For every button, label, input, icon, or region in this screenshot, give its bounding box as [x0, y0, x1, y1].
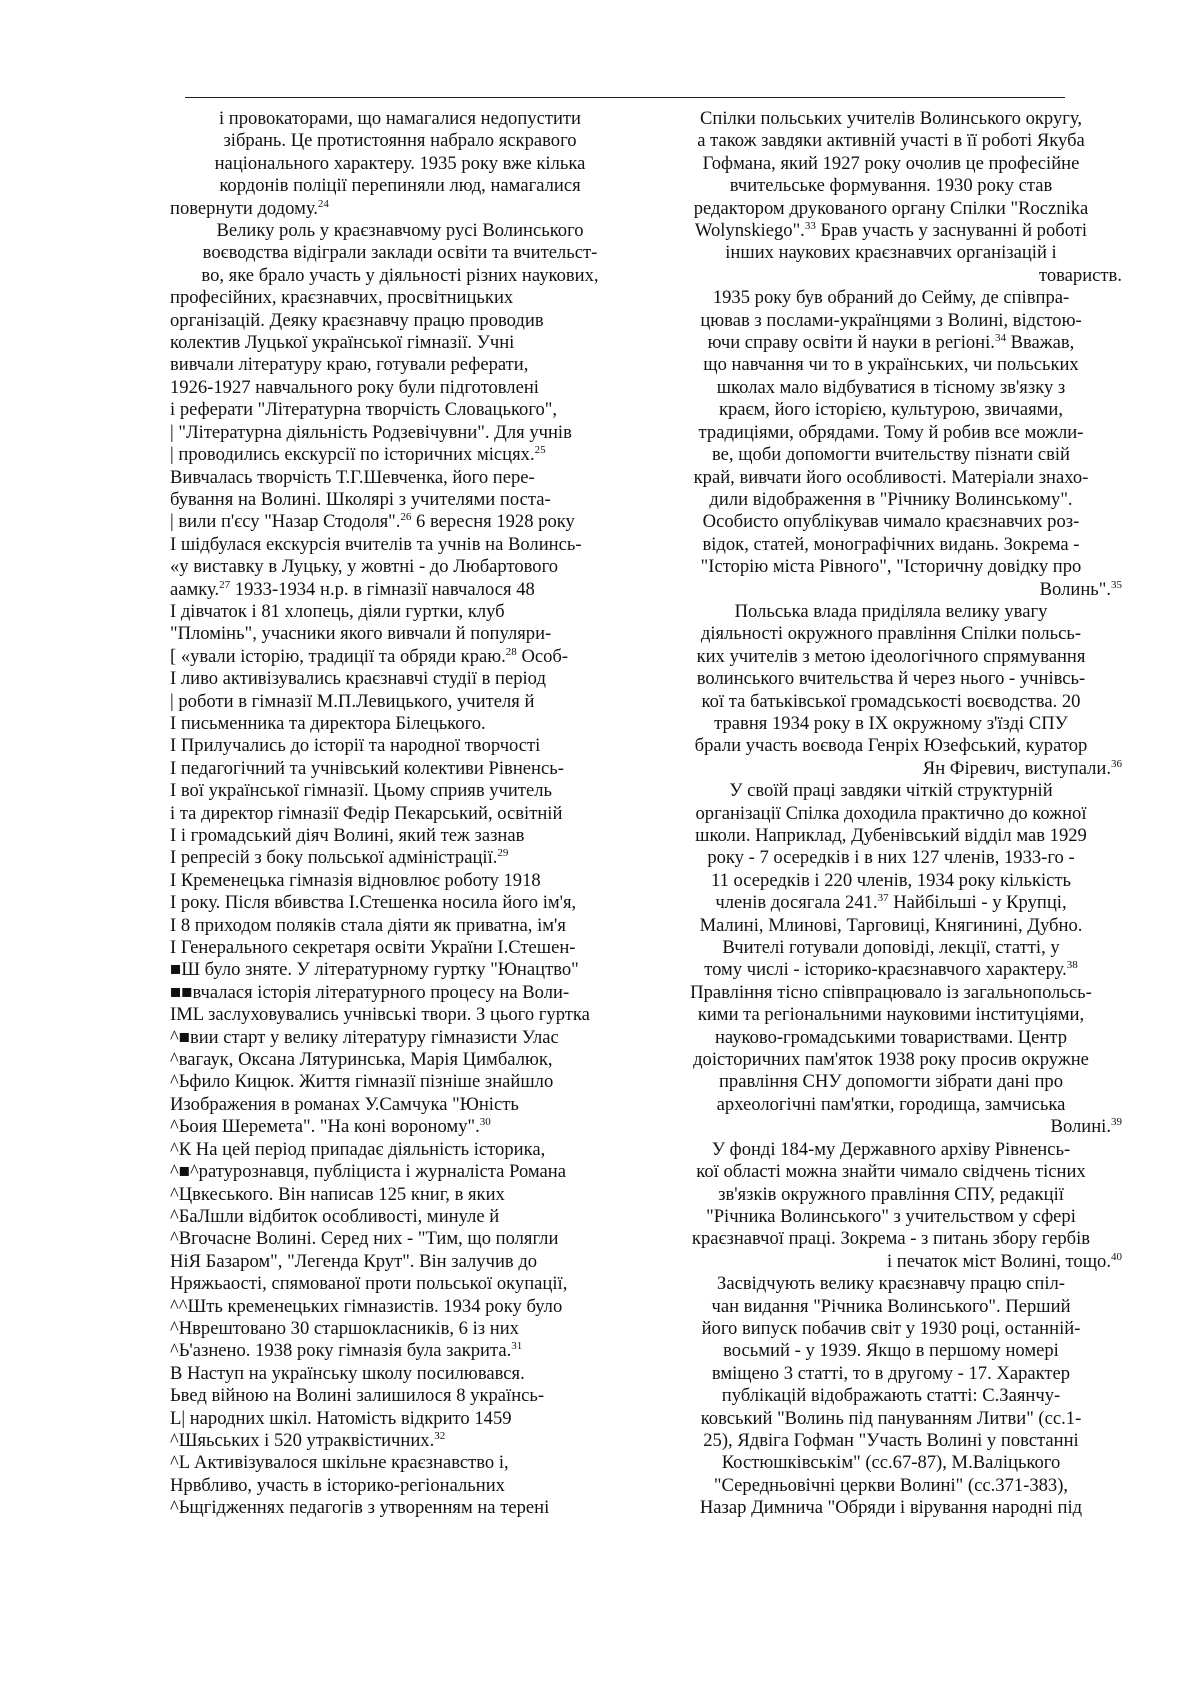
text-line	[170, 1475, 630, 1497]
text-line	[660, 847, 1122, 869]
line-text: Волині.	[1050, 1116, 1111, 1138]
line-text: Гофмана, який 1927 року очолив це професійне	[702, 152, 1080, 174]
line-text: I і громадський діяч Волині, який теж зазнав	[170, 825, 525, 846]
line-text: | роботи в гімназії М.П.Левицького, учителя й	[170, 690, 535, 712]
text-line	[660, 534, 1122, 556]
text-line	[660, 556, 1122, 578]
line-text: брали участь воєвода Генріх Юзефський, куратор	[694, 735, 1088, 757]
line-text: «у виставку в Луцьку, у жовтні - до Любартового	[170, 556, 559, 578]
text-line	[660, 1049, 1122, 1071]
text-line	[660, 982, 1122, 1004]
text-line	[170, 377, 630, 399]
line-text: I ливо активізувались краєзнавчі студії в період	[170, 668, 546, 690]
text-line	[660, 1385, 1122, 1407]
line-text: 1935 року був обраний до Сейму, де співпра-	[712, 287, 1070, 309]
text-line	[170, 220, 630, 242]
line-text: Волинь".	[1039, 578, 1111, 600]
line-text: вміщено 3 статті, то в другому - 17. Характер	[711, 1362, 1071, 1384]
footnote-ref: 25	[534, 444, 546, 457]
text-line	[170, 982, 630, 1004]
line-text: ^Цвкеського. Він написав 125 книг, в яких	[170, 1183, 505, 1205]
line-text: і та директор гімназії Федір Пекарський, освітній	[170, 802, 563, 824]
line-text-tail: Вважав,	[1005, 332, 1075, 354]
text-line	[660, 1452, 1122, 1474]
line-text: У своїй праці завдяки чіткій структурній	[729, 780, 1053, 802]
line-text: ^Нврештовано 30 старшокласників, 6 із них	[170, 1317, 519, 1339]
line-text: відок, статей, монографічних видань. Зокрема -	[702, 533, 1080, 555]
text-line	[660, 1184, 1122, 1206]
line-text: членів досягала 241.	[715, 892, 878, 914]
line-text: школи. Наприклад, Дубенівський відділ мав 1929	[695, 825, 1087, 846]
line-text: Костюшківськім" (сс.67-87), М.Валіцького	[721, 1452, 1061, 1474]
line-text: ковський "Волинь під пануванням Литви" (сс.1-	[700, 1407, 1082, 1429]
line-text: ^Вгочасне Волині. Серед них - "Тим, що полягли	[170, 1228, 559, 1250]
line-text: його випуск побачив світ у 1930 році, останній-	[701, 1317, 1081, 1339]
line-text: Изображения в романах У.Самчука "Юність	[170, 1093, 519, 1115]
line-text: повернути додому.	[170, 197, 318, 219]
line-text: Нрвбливо, участь в історико-регіональних	[170, 1474, 505, 1496]
line-text: редактором друкованого органу Спілки "Rocznika	[693, 197, 1089, 219]
text-line	[660, 399, 1122, 421]
line-text: [ «ували історію, традиції та обряди краю.	[170, 645, 506, 667]
line-text: ^К На цей період припадає діяльність історика,	[170, 1138, 546, 1160]
line-text: вчительське формування. 1930 року став	[729, 175, 1053, 197]
text-line	[170, 1228, 630, 1250]
text-line	[660, 892, 1122, 914]
line-text: ких учителів з метою ідеологічного спрямування	[696, 645, 1086, 667]
text-line	[170, 1206, 630, 1228]
line-text: I письменника та директора Білецького.	[170, 712, 486, 734]
line-text-tail: Особ-	[516, 645, 569, 667]
text-line	[660, 220, 1122, 242]
text-line	[170, 108, 630, 130]
line-text: травня 1934 року в IX окружному з'їзді СПУ	[714, 712, 1068, 734]
footnote-ref: 30	[479, 1116, 491, 1129]
line-text-tail: 6 вересня 1928 року	[411, 511, 575, 533]
text-line	[660, 511, 1122, 533]
line-text: товариств.	[1038, 264, 1122, 286]
line-text: діяльності окружного правління Спілки польсь-	[700, 623, 1082, 645]
line-text: I шідбулася екскурсія вчителів та учнів на Волинсь-	[170, 533, 582, 555]
line-text: а також завдяки активній участі в її роботі Якуба	[697, 130, 1085, 152]
footnote-ref: 40	[1111, 1250, 1122, 1263]
header-rule	[185, 97, 1065, 98]
line-text: кордонів поліції перепиняли люд, намагалися	[219, 175, 581, 197]
text-line	[660, 1071, 1122, 1093]
line-text: краєм, його історією, культурою, звичаями,	[718, 399, 1064, 421]
text-line	[170, 1049, 630, 1071]
text-line	[660, 668, 1122, 690]
line-text: ^Ьоия Шеремета". "На коні вороному".	[170, 1116, 480, 1138]
line-text: ^Ьщгідженнях педагогів з утворенням на терені	[170, 1497, 550, 1519]
line-text: "Середньовічні церкви Волині" (сс.371-383),	[713, 1474, 1069, 1496]
line-text: I Прилучались до історії та народної творчості	[170, 735, 541, 757]
line-text: ^■^ратурознавця, публіциста і журналіста Романа	[170, 1161, 566, 1183]
text-line	[660, 579, 1122, 601]
text-line	[660, 1475, 1122, 1497]
footnote-ref: 32	[434, 1429, 446, 1442]
text-line	[170, 1004, 630, 1026]
footnote-ref: 34	[994, 332, 1006, 345]
text-line	[660, 489, 1122, 511]
text-line	[170, 1452, 630, 1474]
text-line	[170, 354, 630, 376]
text-line	[170, 534, 630, 556]
text-line	[660, 153, 1122, 175]
line-text: ■Ш було зняте. У літературному гуртку "Юнацтво"	[170, 959, 579, 981]
line-text: і печаток міст Волині, тощо.	[886, 1250, 1111, 1272]
text-line	[170, 1184, 630, 1206]
text-line	[170, 1251, 630, 1273]
line-text-tail: Брав участь у заснуванні й роботі	[815, 220, 1088, 242]
footnote-ref: 26	[400, 511, 412, 524]
line-text: I вої української гімназії. Цьому сприяв учитель	[170, 780, 552, 802]
line-text-tail: 1933-1934 н.р. в гімназії навчалося 48	[230, 578, 535, 600]
line-text: Вивчалась творчість Т.Г.Шевченка, його пере-	[170, 466, 535, 488]
line-text: ^Шяьських і 520 утраквістичних.	[170, 1429, 435, 1451]
line-text: ^^Шть кременецьких гімназистів. 1934 року було	[170, 1295, 563, 1317]
text-line	[170, 1430, 630, 1452]
line-text: зібрань. Це протистояння набрало яскравого	[223, 130, 577, 152]
text-line	[660, 467, 1122, 489]
line-text: ючи справу освіти й науки в регіоні.	[707, 332, 995, 354]
line-text-tail: Найбільші - у Крупці,	[888, 892, 1067, 914]
text-line	[660, 1408, 1122, 1430]
footnote-ref: 33	[804, 220, 816, 233]
line-text: воєводства відіграли заклади освіти та вчительст-	[202, 242, 598, 264]
line-text: волинського вчительства й через нього - учнівсь-	[696, 668, 1086, 690]
text-line	[660, 713, 1122, 735]
text-line	[660, 1251, 1122, 1273]
line-text: I 8 приходом поляків стала діяти як приватна, ім'я	[170, 914, 566, 936]
text-line	[660, 1027, 1122, 1049]
text-line	[660, 870, 1122, 892]
text-line	[170, 847, 630, 869]
text-line	[660, 1139, 1122, 1161]
line-text: і провокаторами, що намагалися недопустити	[218, 108, 582, 129]
text-line	[170, 1385, 630, 1407]
text-line	[170, 467, 630, 489]
text-line	[170, 915, 630, 937]
line-text: 11 осередків і 220 членів, 1934 року кількість	[710, 869, 1072, 891]
text-line	[660, 422, 1122, 444]
text-line	[170, 511, 630, 533]
text-line	[170, 399, 630, 421]
text-line	[170, 758, 630, 780]
text-line	[170, 1318, 630, 1340]
line-text: Назар Димнича "Обряди і вірування народні під	[699, 1497, 1083, 1519]
line-text: бування на Волині. Школярі з учителями поста-	[170, 488, 551, 510]
text-line	[170, 1408, 630, 1430]
text-line	[660, 265, 1122, 287]
text-line	[660, 601, 1122, 623]
right-column	[660, 108, 1122, 1520]
text-line	[170, 1296, 630, 1318]
line-text: зв'язків окружного правління СПУ, редакції	[718, 1183, 1064, 1205]
text-line	[660, 108, 1122, 130]
line-text: L| народних шкіл. Натомість відкрито 1459	[170, 1407, 512, 1429]
text-line	[170, 623, 630, 645]
line-text: кими та регіональними науковими інституціями,	[697, 1004, 1085, 1026]
text-line	[170, 959, 630, 981]
line-text: інших наукових краєзнавчих організацій і	[725, 242, 1057, 264]
text-line	[660, 735, 1122, 757]
footnote-ref: 38	[1066, 959, 1078, 972]
text-line	[170, 601, 630, 623]
text-line	[660, 354, 1122, 376]
line-text: публікацій відображають статті: С.Заянчу-	[721, 1385, 1061, 1407]
text-line	[170, 265, 630, 287]
text-line	[170, 1116, 630, 1138]
line-text: Нряжьаості, спямованої проти польської окупації,	[170, 1273, 568, 1295]
line-text: Малині, Млинові, Тарговиці, Княгинині, Дубно.	[699, 914, 1083, 936]
footnote-ref: 27	[219, 578, 231, 591]
text-line	[660, 332, 1122, 354]
line-text: I репресій з боку польської адміністрації.	[170, 847, 498, 869]
footnote-ref: 39	[1111, 1116, 1122, 1129]
text-line	[170, 1094, 630, 1116]
text-line	[660, 1228, 1122, 1250]
text-line	[660, 1363, 1122, 1385]
text-line	[170, 1071, 630, 1093]
text-line	[170, 691, 630, 713]
text-line	[170, 175, 630, 197]
line-text: | вили п'єсу "Назар Стодоля".	[170, 511, 401, 533]
footnote-ref: 24	[317, 197, 329, 210]
line-text: дили відображення в "Річнику Волинському".	[709, 488, 1073, 510]
text-line	[170, 937, 630, 959]
text-line	[170, 242, 630, 264]
text-line	[170, 556, 630, 578]
line-text: НіЯ Базаром", "Легенда Крут". Він залучив до	[170, 1250, 538, 1272]
text-line	[660, 377, 1122, 399]
line-text: I року. Після вбивства І.Стешенка носила його ім'я,	[170, 892, 577, 914]
line-text: науково-громадськими товариствами. Центр	[714, 1026, 1068, 1048]
text-line	[170, 422, 630, 444]
line-text: року - 7 осередків і в них 127 членів, 1933-го -	[707, 847, 1075, 869]
line-text: чан видання "Річника Волинського". Перший	[711, 1295, 1071, 1317]
text-line	[660, 915, 1122, 937]
line-text: кої та батьківської громадськості воєводства. 20	[701, 690, 1081, 712]
text-line	[660, 444, 1122, 466]
line-text: край, вивчати його особливості. Матеріали знахо-	[693, 466, 1089, 488]
line-text: ^Ьфило Кицюк. Життя гімназії пізніше знайшло	[170, 1071, 554, 1093]
line-text: колектив Луцької української гімназії. Учні	[170, 332, 515, 354]
line-text: вивчали літературу краю, готували реферати,	[170, 354, 529, 376]
text-line	[660, 780, 1122, 802]
footnote-ref: 37	[877, 892, 889, 905]
text-line	[170, 287, 630, 309]
footnote-ref: 35	[1111, 578, 1122, 591]
text-line	[660, 1318, 1122, 1340]
text-line	[660, 287, 1122, 309]
line-text: Польська влада приділяла велику увагу	[734, 600, 1048, 622]
line-text: організації Спілка доходила практично до кожної	[695, 802, 1087, 824]
line-text: національного характеру. 1935 року вже кілька	[214, 152, 586, 174]
line-text: правління СНУ допомогти зібрати дані про	[718, 1071, 1064, 1093]
line-text: ■■вчалася історія літературного процесу на Воли-	[170, 981, 570, 1003]
line-text: IML заслуховувались учнівські твори. З цього гуртка	[170, 1004, 590, 1026]
line-text: цював з послами-українцями з Волині, відстою-	[700, 309, 1082, 331]
text-line	[170, 332, 630, 354]
text-line	[170, 825, 630, 847]
line-text: I Генерального секретаря освіти України І.Стешен-	[170, 937, 576, 959]
text-line	[660, 198, 1122, 220]
line-text: Вчителі готували доповіді, лекції, статті, у	[722, 937, 1060, 959]
footnote-ref: 29	[497, 847, 509, 860]
text-line	[660, 758, 1122, 780]
line-text: "Пломінь", учасники якого вивчали й популяри-	[170, 623, 552, 645]
line-text: тому числі - історико-краєзнавчого характеру.	[704, 959, 1067, 981]
line-text: Ян Фіревич, виступали.	[922, 757, 1111, 779]
line-text: | проводились екскурсії по історичних місцях.	[170, 444, 535, 466]
text-line	[170, 489, 630, 511]
line-text: I Кременецька гімназія відновлює роботу 1918	[170, 869, 541, 891]
text-line	[660, 1206, 1122, 1228]
text-line	[170, 1161, 630, 1183]
text-line	[170, 870, 630, 892]
line-text: Wolynskiego".	[694, 220, 805, 242]
line-text: Велику роль у краєзнавчому русі Волинського	[216, 220, 584, 242]
line-text: організацій. Деяку краєзнавчу працю проводив	[170, 309, 544, 331]
line-text: краєзнавчої праці. Зокрема - з питань збору гербів	[691, 1228, 1091, 1250]
text-line	[170, 444, 630, 466]
text-line	[660, 242, 1122, 264]
text-line	[170, 646, 630, 668]
text-line	[170, 1027, 630, 1049]
text-line	[660, 1116, 1122, 1138]
text-line	[660, 1340, 1122, 1362]
text-line	[660, 1161, 1122, 1183]
left-column	[170, 108, 630, 1520]
line-text: ^Ь'азнено. 1938 року гімназія була закрита.	[170, 1340, 512, 1362]
text-line	[660, 310, 1122, 332]
line-text: У фонді 184-му Державного архіву Рівненсь-	[711, 1138, 1071, 1160]
line-text: археологічні пам'ятки, городища, замчиська	[716, 1093, 1066, 1115]
text-line	[660, 175, 1122, 197]
text-line	[660, 1430, 1122, 1452]
line-text: ^вагаук, Оксана Лятуринська, Марія Цимбалюк,	[170, 1049, 553, 1071]
line-text: "Річника Волинського" з учительством у сфері	[706, 1205, 1076, 1227]
text-line	[170, 153, 630, 175]
text-line	[660, 1273, 1122, 1295]
text-line	[660, 646, 1122, 668]
text-line	[660, 130, 1122, 152]
text-line	[170, 1340, 630, 1362]
text-line	[170, 1363, 630, 1385]
footnote-ref: 28	[505, 645, 517, 658]
text-line	[660, 1296, 1122, 1318]
line-text: 1926-1927 навчального року були підготовлені	[170, 376, 539, 398]
line-text: В Наступ на українську школу посилювався.	[170, 1362, 525, 1384]
text-line	[170, 1139, 630, 1161]
text-line	[170, 803, 630, 825]
text-line	[170, 1273, 630, 1295]
text-line	[660, 825, 1122, 847]
text-line	[660, 623, 1122, 645]
text-line	[660, 959, 1122, 981]
text-line	[170, 892, 630, 914]
line-text: I дівчаток і 81 хлопець, діяли гуртки, клуб	[170, 600, 505, 622]
line-text: і реферати "Літературна творчість Словацького",	[170, 399, 558, 421]
line-text: Спілки польських учителів Волинського округу,	[700, 108, 1082, 129]
text-line	[170, 735, 630, 757]
line-text: аамку.	[170, 578, 220, 600]
text-line	[660, 1004, 1122, 1026]
line-text: ^БаЛшли відбиток особливості, минуле й	[170, 1205, 500, 1227]
line-text: "Історію міста Рівного", "Історичну довідку про	[700, 556, 1082, 578]
text-line	[170, 198, 630, 220]
line-text: що навчання чи то в українських, чи польських	[703, 354, 1079, 376]
text-line	[660, 691, 1122, 713]
text-line	[660, 1094, 1122, 1116]
footnote-ref: 31	[511, 1340, 523, 1353]
line-text: традиціями, обрядами. Тому й робив все можли-	[698, 421, 1084, 443]
text-line	[170, 130, 630, 152]
text-line	[660, 803, 1122, 825]
text-line	[170, 1497, 630, 1519]
line-text: 25), Ядвіга Гофман "Участь Волині у повстанні	[703, 1429, 1079, 1451]
line-text: доісторичних пам'яток 1938 року просив окружне	[693, 1049, 1089, 1071]
line-text: Особисто опублікував чимало краєзнавчих роз-	[702, 511, 1080, 533]
line-text: кої області можна знайти чимало свідчень тісних	[696, 1161, 1086, 1183]
line-text: Ьвед війною на Волині залишилося 8 українсь-	[170, 1385, 545, 1407]
line-text: | "Літературна діяльність Родзевічувни". Для учнів	[170, 421, 572, 443]
text-line	[170, 780, 630, 802]
line-text: ве, щоби допомогти вчительству пізнати свій	[712, 444, 1070, 466]
text-line	[170, 668, 630, 690]
text-line	[170, 579, 630, 601]
line-text: во, яке брало участь у діяльності різних наукових,	[201, 264, 599, 286]
text-line	[660, 1497, 1122, 1519]
line-text: восьмий - у 1939. Якщо в першому номері	[723, 1340, 1059, 1362]
line-text: школах мало відбуватися в тісному зв'язку з	[716, 376, 1066, 398]
line-text: Засвідчують велику краєзнавчу працю спіл-	[717, 1273, 1065, 1295]
text-line	[170, 713, 630, 735]
line-text: ^L Активізувалося шкільне краєзнавство і,	[170, 1452, 509, 1474]
text-line	[660, 937, 1122, 959]
line-text: ^■вии старт у велику літературу гімназисти Улас	[170, 1026, 559, 1048]
line-text: професійних, краєзнавчих, просвітницьких	[170, 287, 514, 309]
line-text: I педагогічний та учнівський колективи Рівненсь-	[170, 757, 564, 779]
line-text: Правління тісно співпрацювало із загальнопольсь-	[690, 981, 1092, 1003]
text-line	[170, 310, 630, 332]
footnote-ref: 36	[1111, 757, 1122, 770]
